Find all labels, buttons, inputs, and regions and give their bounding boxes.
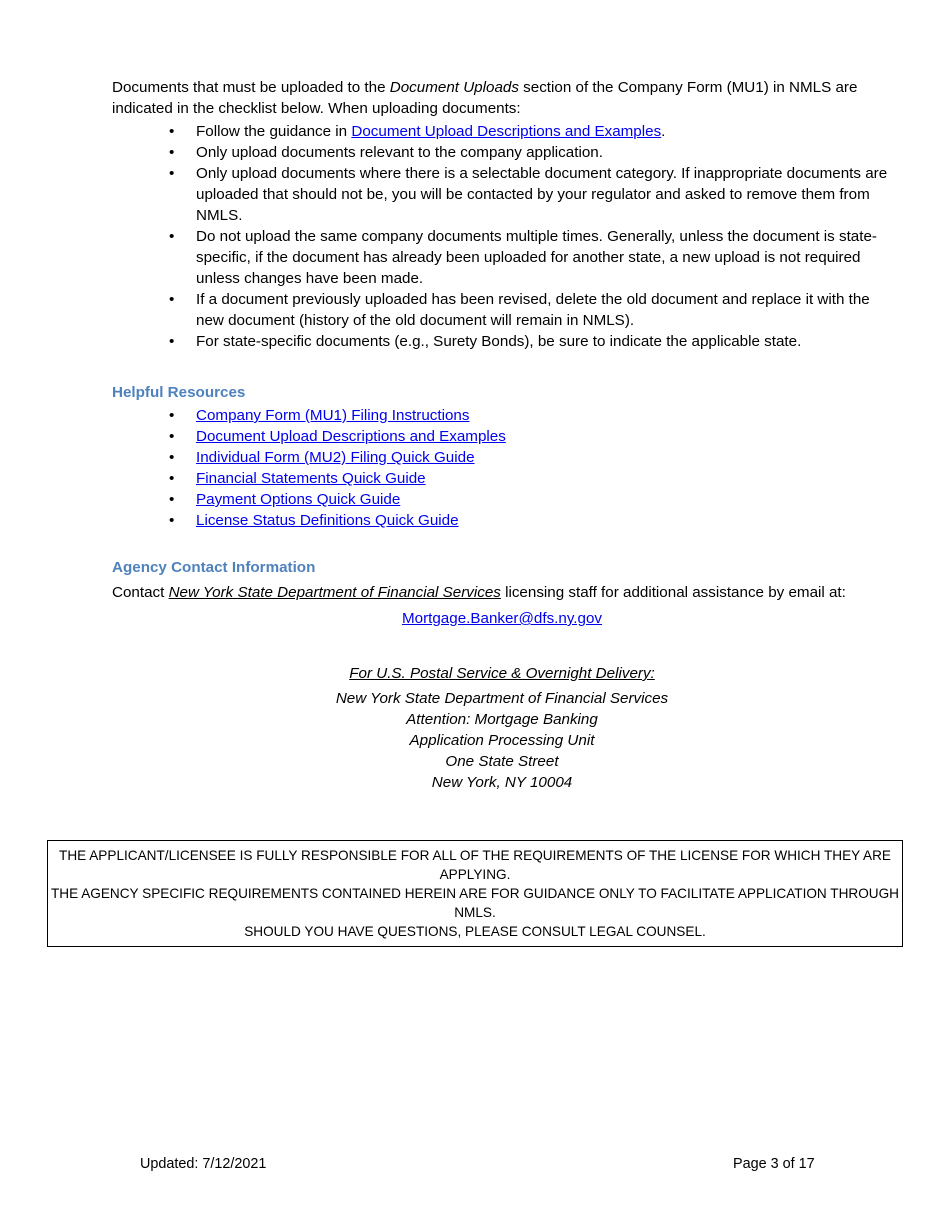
list-item [196,121,892,142]
email-link[interactable]: Mortgage.Banker@dfs.ny.gov [401,610,603,627]
disclaimer-line: SHOULD YOU HAVE QUESTIONS, PLEASE CONSULT LEGAL COUNSEL. [244,924,706,939]
resources-list [112,405,892,531]
address-heading: For U.S. Postal Service & Overnight Delivery: [349,665,655,682]
contact-prefix: Contact [112,584,169,601]
list-item [196,468,892,489]
footer-updated: Updated: 7/12/2021 [140,1156,267,1172]
disclaimer-box [47,840,903,947]
disclaimer-line: THE APPLICANT/LICENSEE IS FULLY RESPONSIBLE FOR ALL OF THE REQUIREMENTS OF THE LICENSE FOR WHICH THEY ARE APPLYING. [59,848,891,882]
address-line: One State Street [445,753,559,770]
mu2-quick-guide-link[interactable]: Individual Form (MU2) Filing Quick Guide [196,449,475,466]
intro-text-2: section of the Company Form (MU1) in NMLS are indicated in the checklist below. When uploading documents: [112,79,858,117]
document-upload-descriptions-link[interactable]: Document Upload Descriptions and Examples [196,428,506,445]
address-line: Attention: Mortgage Banking [406,711,598,728]
intro-emphasis: Document Uploads [389,79,519,96]
address-line: Application Processing Unit [409,732,595,749]
list-item: • Only upload documents where there is a selectable document category. If inappropriate documents are uploaded that should not be, you will be contacted by your regulator and asked to remove them from NMLS. [196,163,892,226]
rule-suffix: . [661,123,666,140]
footer-page-number: Page 3 of 17 [733,1156,815,1172]
upload-rules-list [112,121,892,352]
mailing-address [112,663,892,793]
list-item [196,510,892,531]
list-item: • For state-specific documents (e.g., Surety Bonds), be sure to indicate the applicable state. [196,331,892,352]
helpful-resources-heading: Helpful Resources [112,384,246,401]
list-item: • Do not upload the same company documents multiple times. Generally, unless the document is state-specific, if the document has already been uploaded for another state, a new upload is not required unless changes have been made. [196,226,892,289]
list-item [196,426,892,447]
upload-descriptions-link[interactable]: Document Upload Descriptions and Examples [351,123,662,140]
mu1-filing-instructions-link[interactable]: Company Form (MU1) Filing Instructions [196,407,470,424]
rule-prefix: Follow the guidance in [196,123,352,140]
financial-statements-guide-link[interactable]: Financial Statements Quick Guide [196,470,426,487]
address-line: New York State Department of Financial Services [335,690,669,707]
agency-name: New York State Department of Financial Services [168,584,501,601]
list-item [196,489,892,510]
intro-text-1: Documents that must be uploaded to the [112,79,390,96]
address-line: New York, NY 10004 [431,774,573,791]
license-status-guide-link[interactable]: License Status Definitions Quick Guide [196,512,459,529]
agency-contact-heading: Agency Contact Information [112,559,316,576]
list-item: • If a document previously uploaded has been revised, delete the old document and replace it with the new document (history of the old document will remain in NMLS). [196,289,892,331]
payment-options-guide-link[interactable]: Payment Options Quick Guide [196,491,401,508]
disclaimer-line: THE AGENCY SPECIFIC REQUIREMENTS CONTAINED HEREIN ARE FOR GUIDANCE ONLY TO FACILITATE APPLICATION THROUGH NMLS. [51,886,899,920]
contact-paragraph [112,582,892,603]
list-item [196,447,892,468]
email-line [112,608,892,629]
list-item: • Only upload documents relevant to the company application. [196,142,892,163]
intro-paragraph [112,77,892,119]
list-item [196,405,892,426]
document-page [112,77,892,793]
contact-suffix: licensing staff for additional assistance by email at: [500,584,846,601]
